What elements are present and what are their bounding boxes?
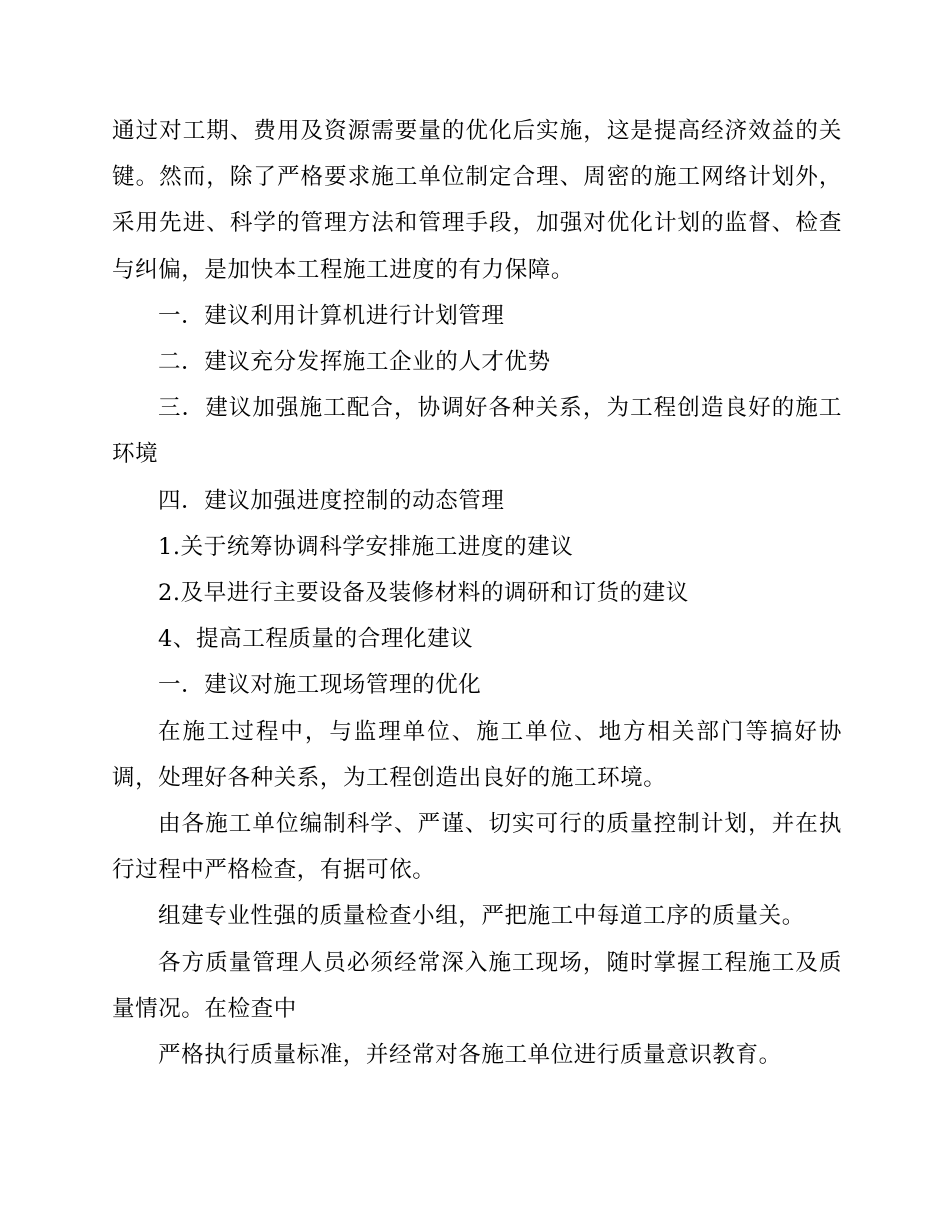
- paragraph: 2.及早进行主要设备及装修材料的调研和订货的建议: [158, 580, 689, 607]
- paragraph: 4、提高工程质量的合理化建议: [158, 626, 474, 653]
- paragraph: 一．建议利用计算机进行计划管理: [158, 302, 505, 329]
- document-body: [112, 108, 842, 1078]
- paragraph: 通过对工期、费用及资源需要量的优化后实施，这是提高经济效益的关键。然而，除了严格要求施工单位制定合理、周密的施工网络计划外，采用先进、科学的管理方法和管理手段，加强对优化计划的监督、检查与纠偏，是加快本工程施工进度的有力保障。: [112, 118, 842, 283]
- paragraph: 二．建议充分发挥施工企业的人才优势: [158, 349, 551, 376]
- paragraph: 一．建议对施工现场管理的优化: [158, 672, 482, 699]
- paragraph: 各方质量管理人员必须经常深入施工现场，随时掌握工程施工及质量情况。在检查中: [112, 949, 842, 1022]
- paragraph: 四．建议加强进度控制的动态管理: [158, 487, 505, 514]
- paragraph: 三．建议加强施工配合，协调好各种关系，为工程创造良好的施工环境: [112, 395, 842, 468]
- paragraph: 在施工过程中，与监理单位、施工单位、地方相关部门等搞好协调，处理好各种关系，为工程创造出良好的施工环境。: [112, 718, 842, 791]
- paragraph: 组建专业性强的质量检查小组，严把施工中每道工序的质量关。: [158, 903, 805, 930]
- paragraph: 由各施工单位编制科学、严谨、切实可行的质量控制计划，并在执行过程中严格检查，有据可依。: [112, 811, 842, 884]
- paragraph: 1.关于统筹协调科学安排施工进度的建议: [158, 533, 574, 560]
- paragraph: 严格执行质量标准，并经常对各施工单位进行质量意识教育。: [158, 1042, 782, 1069]
